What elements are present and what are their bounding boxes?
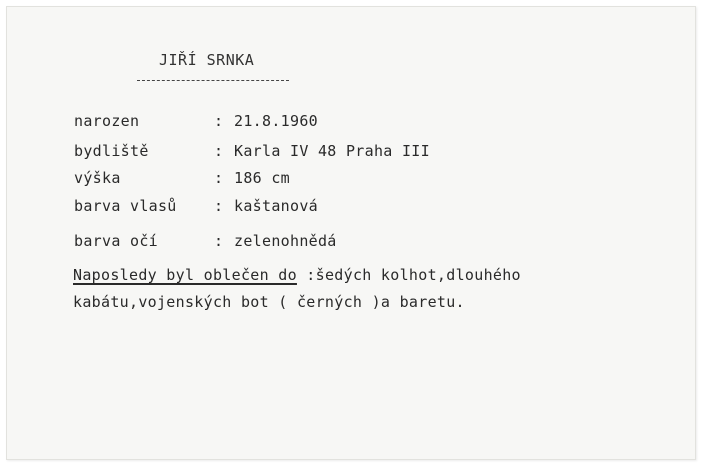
field-value: Karla IV 48 Praha III bbox=[234, 142, 430, 160]
field-value: zelenohnědá bbox=[234, 232, 337, 250]
index-card bbox=[6, 6, 696, 460]
field-separator: : bbox=[214, 197, 224, 215]
person-name-heading: JIŘÍ SRNKA bbox=[159, 51, 255, 69]
clothing-note bbox=[73, 262, 673, 316]
heading-dashed-underline bbox=[137, 80, 289, 81]
field-row-birth bbox=[74, 111, 318, 131]
field-row-residence bbox=[74, 141, 430, 161]
field-separator: : bbox=[214, 169, 224, 187]
field-row-hair-color bbox=[74, 196, 318, 216]
note-line-1-rest: :šedých kolhot,dlouhého bbox=[296, 266, 521, 284]
field-separator: : bbox=[214, 232, 224, 250]
note-line-2: kabátu,vojenských bot ( černých )a baretu. bbox=[73, 293, 465, 311]
note-lead-underlined: Naposledy byl oblečen do bbox=[73, 266, 297, 284]
field-value: kaštanová bbox=[234, 197, 318, 215]
field-label: narozen bbox=[74, 112, 140, 130]
note-line-1 bbox=[73, 262, 673, 289]
field-value: 186 cm bbox=[234, 169, 290, 187]
field-separator: : bbox=[214, 142, 224, 160]
field-separator: : bbox=[214, 112, 224, 130]
field-value: 21.8.1960 bbox=[234, 112, 318, 130]
field-label: bydliště bbox=[74, 142, 149, 160]
field-row-height bbox=[74, 168, 290, 188]
field-row-eye-color bbox=[74, 231, 337, 251]
field-label: barva očí bbox=[74, 232, 158, 250]
field-label: výška bbox=[74, 169, 121, 187]
field-label: barva vlasů bbox=[74, 197, 177, 215]
